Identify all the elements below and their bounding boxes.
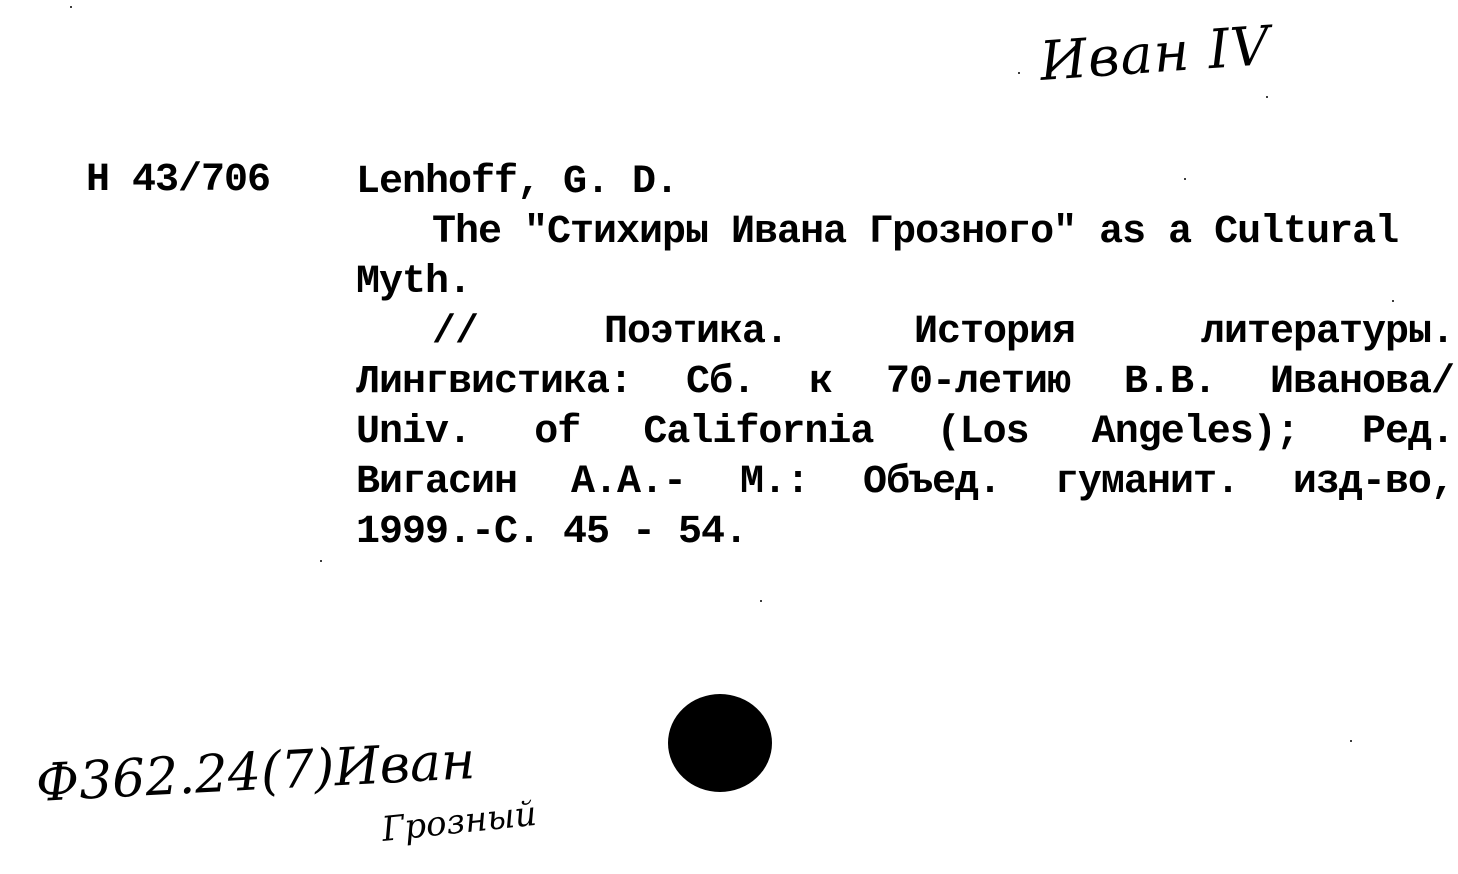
source-word: Сб. <box>686 360 756 405</box>
shelfmark: Н 43/706 <box>86 158 271 203</box>
source-word: Вигасин <box>356 460 518 505</box>
source-line-4 <box>356 458 1454 508</box>
source-word: А.А.- <box>570 460 687 505</box>
scan-speck <box>1018 72 1020 74</box>
source-line-2 <box>356 358 1454 408</box>
scan-speck <box>1184 178 1186 180</box>
source-word: гуманит. <box>1054 460 1239 505</box>
source-line-5: 1999.-С. 45 - 54. <box>356 510 748 555</box>
handwritten-classification: Ф362.24(7)Иван <box>34 731 477 814</box>
source-line-1 <box>356 308 1454 358</box>
scan-speck <box>1392 300 1394 302</box>
scan-speck <box>320 560 322 562</box>
source-word: (Los <box>936 410 1029 455</box>
source-word: California <box>643 410 874 455</box>
handwritten-subject-heading: Иван IV <box>1037 13 1273 93</box>
scan-speck <box>1350 740 1352 742</box>
source-word: литературы. <box>1200 310 1454 355</box>
source-line-3 <box>356 408 1454 458</box>
source-word: В.В. <box>1123 360 1216 405</box>
title-line-2: Myth. <box>356 260 472 305</box>
handwritten-subject: Грозный <box>379 793 539 850</box>
scan-speck <box>1266 96 1268 98</box>
punch-hole <box>668 694 772 792</box>
source-word: История <box>913 310 1075 355</box>
bibliographic-entry <box>356 158 1454 558</box>
source-word: Поэтика. <box>603 310 788 355</box>
source-word: Angeles); <box>1091 410 1299 455</box>
author: Lenhoff, G. D. <box>356 160 679 205</box>
source-word: изд-во, <box>1292 460 1454 505</box>
source-word: Объед. <box>862 460 1001 505</box>
source-word: of <box>534 410 581 455</box>
scan-speck <box>760 600 762 602</box>
source-word: Univ. <box>356 410 472 455</box>
scan-speck <box>70 6 72 8</box>
source-word: // <box>432 310 479 355</box>
source-word: М.: <box>739 460 809 505</box>
source-word: Иванова/ <box>1269 360 1454 405</box>
source-word: Лингвистика: <box>356 360 633 405</box>
source-word: 70-летию <box>885 360 1071 405</box>
source-word: к <box>809 360 833 405</box>
title-line-1: The "Стихиры Ивана Грозного" as a Cultural <box>432 210 1399 255</box>
source-word: Ред. <box>1361 410 1454 455</box>
